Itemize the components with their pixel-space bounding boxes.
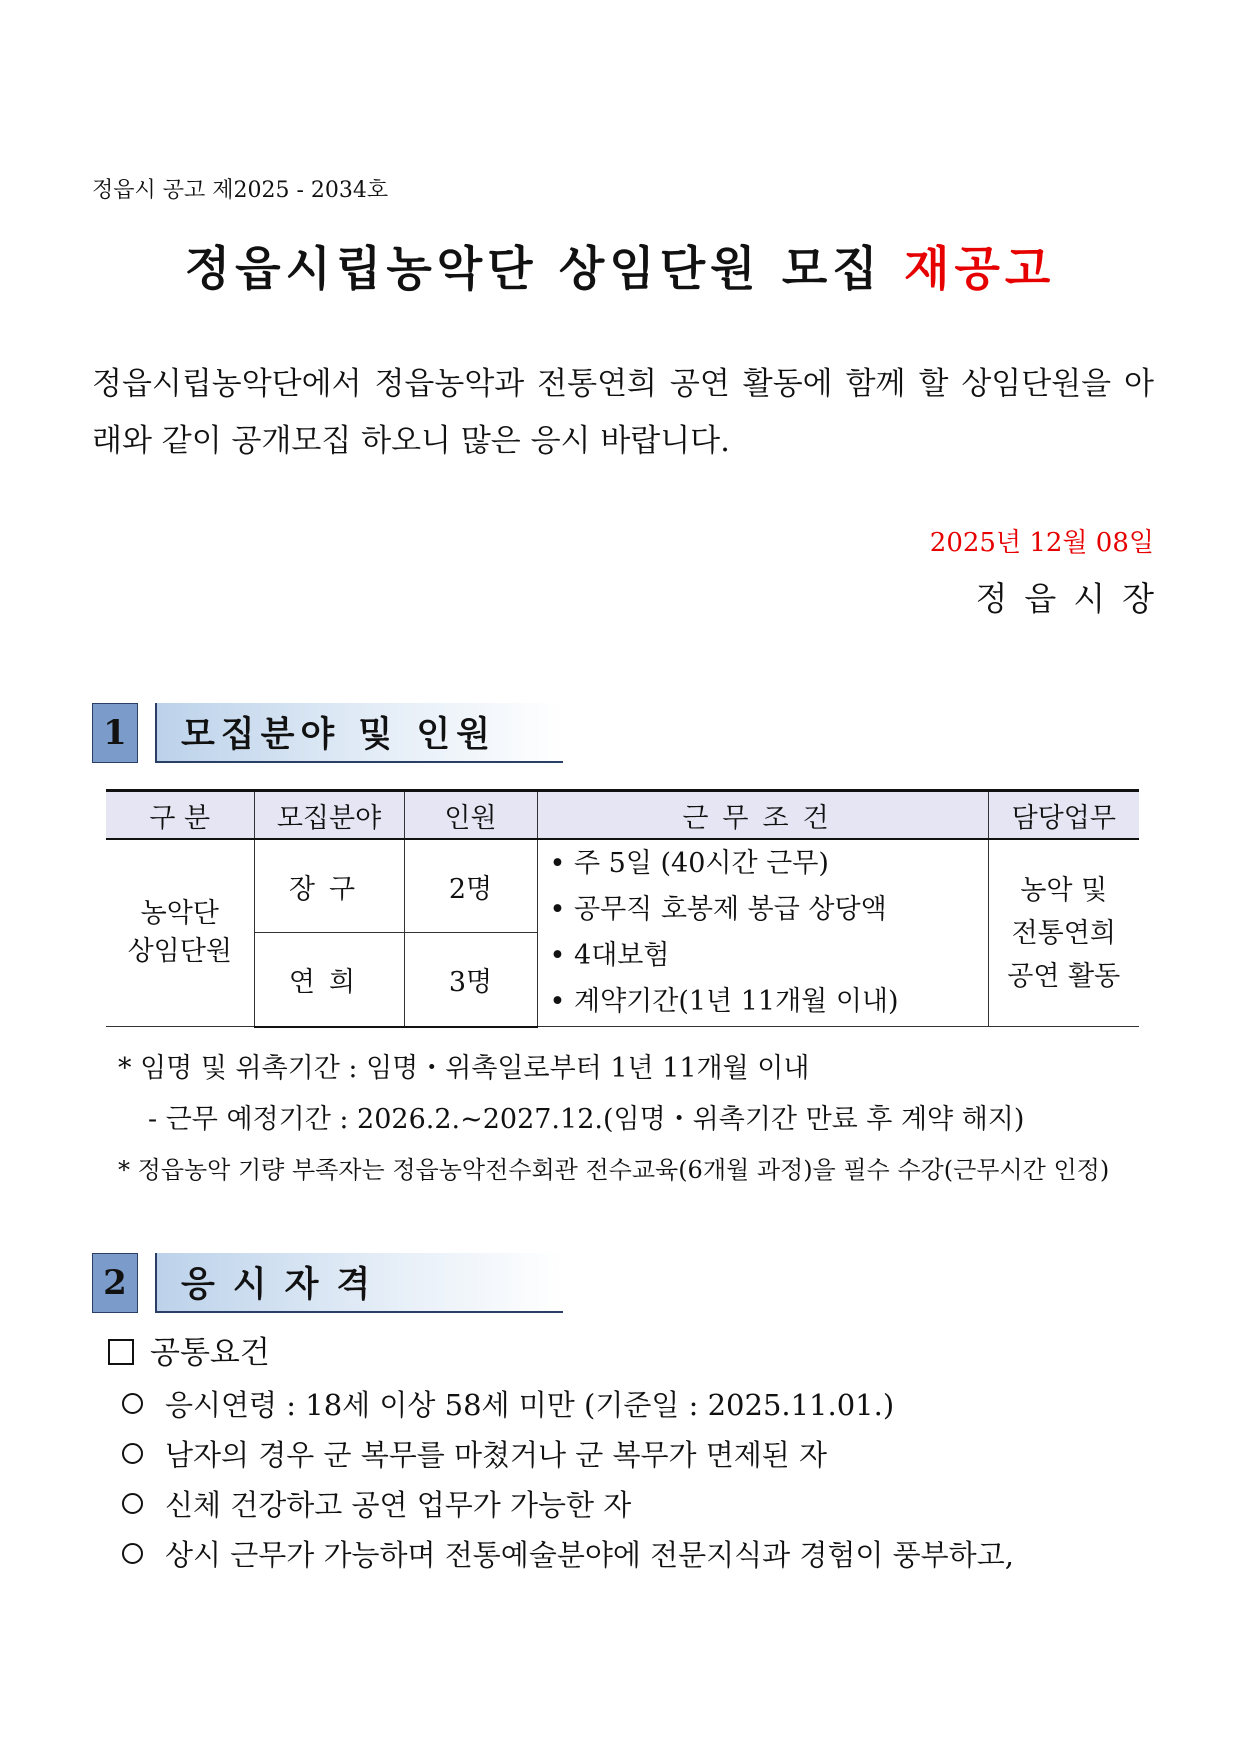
header-field: 모집분야: [254, 791, 404, 840]
section2-title: 응시자격: [181, 1264, 389, 1305]
duty-line: 공연 활동: [1007, 960, 1121, 992]
conditions-cell: [537, 839, 988, 1027]
common-requirements-label: 공통요건: [150, 1335, 270, 1371]
group-line-2: 상임단원: [127, 936, 232, 967]
count-cell: 3명: [404, 933, 537, 1027]
list-item-text: 상시 근무가 가능하며 전통예술분야에 전문지식과 경험이 풍부하고,: [165, 1538, 1014, 1572]
circle-bullet-icon: [122, 1493, 143, 1514]
page-title: [0, 232, 1240, 299]
condition-item: • 4대보험: [550, 933, 987, 979]
list-item: [122, 1533, 1014, 1574]
section1-number: 1: [92, 703, 138, 763]
field-cell: 연희: [254, 933, 404, 1027]
header-category: 구 분: [106, 791, 254, 840]
note-training: * 정읍농악 기량 부족자는 정읍농악전수회관 전수교육(6개월 과정)을 필수 수강(근무시간 인정): [118, 1156, 1110, 1184]
table-header-row: [106, 791, 1139, 840]
duties-cell: [988, 839, 1139, 1027]
notice-number: 정읍시 공고 제2025 - 2034호: [92, 178, 389, 203]
section1-title: 모집분야 및 인원: [181, 714, 497, 755]
header-count: 인원: [404, 791, 537, 840]
circle-bullet-icon: [122, 1543, 143, 1564]
note-appointment: * 임명 및 위촉기간 : 임명・위촉일로부터 1년 11개월 이내: [118, 1053, 810, 1084]
duty-line: 농악 및: [1020, 874, 1108, 906]
list-item-text: 응시연령 : 18세 이상 58세 미만 (기준일 : 2025.11.01.): [165, 1388, 895, 1422]
section2-number: 2: [92, 1253, 138, 1313]
recruitment-table: [106, 789, 1139, 1028]
section2-header: [155, 1253, 563, 1313]
table-row: [106, 839, 1139, 933]
list-item: [122, 1483, 631, 1524]
title-main: 정읍시립농악단 상임단원 모집: [184, 242, 905, 297]
header-conditions: 근무조건: [537, 791, 988, 840]
intro-paragraph: 정읍시립농악단에서 정읍농악과 전통연희 공연 활동에 함께 할 상임단원을 아래와 같이 공개모집 하오니 많은 응시 바랍니다.: [92, 366, 1154, 459]
section1-header: [155, 703, 563, 763]
list-item: [122, 1383, 894, 1424]
circle-bullet-icon: [122, 1443, 143, 1464]
group-line-1: 농악단: [140, 898, 219, 929]
list-item-text: 남자의 경우 군 복무를 마쳤거나 군 복무가 면제된 자: [165, 1438, 828, 1472]
field-cell: 장구: [254, 839, 404, 933]
list-item: [122, 1433, 827, 1474]
group-cell: [106, 839, 254, 1027]
header-duties: 담당업무: [988, 791, 1139, 840]
note-work-period: - 근무 예정기간 : 2026.2.~2027.12.(임명・위촉기간 만료 후 계약 해지): [148, 1104, 1025, 1135]
condition-item: • 주 5일 (40시간 근무): [550, 841, 987, 887]
common-requirements-heading: [108, 1327, 270, 1372]
duty-line: 전통연희: [1011, 917, 1116, 949]
checkbox-square-icon: [108, 1339, 134, 1365]
notice-date: 2025년 12월 08일: [929, 528, 1154, 558]
signer: 정읍시장: [975, 579, 1171, 618]
title-highlight: 재공고: [904, 242, 1056, 297]
circle-bullet-icon: [122, 1393, 143, 1414]
condition-item: • 계약기간(1년 11개월 이내): [550, 979, 987, 1025]
list-item-text: 신체 건강하고 공연 업무가 가능한 자: [165, 1488, 632, 1522]
condition-item: • 공무직 호봉제 봉급 상당액: [550, 887, 987, 933]
count-cell: 2명: [404, 839, 537, 933]
